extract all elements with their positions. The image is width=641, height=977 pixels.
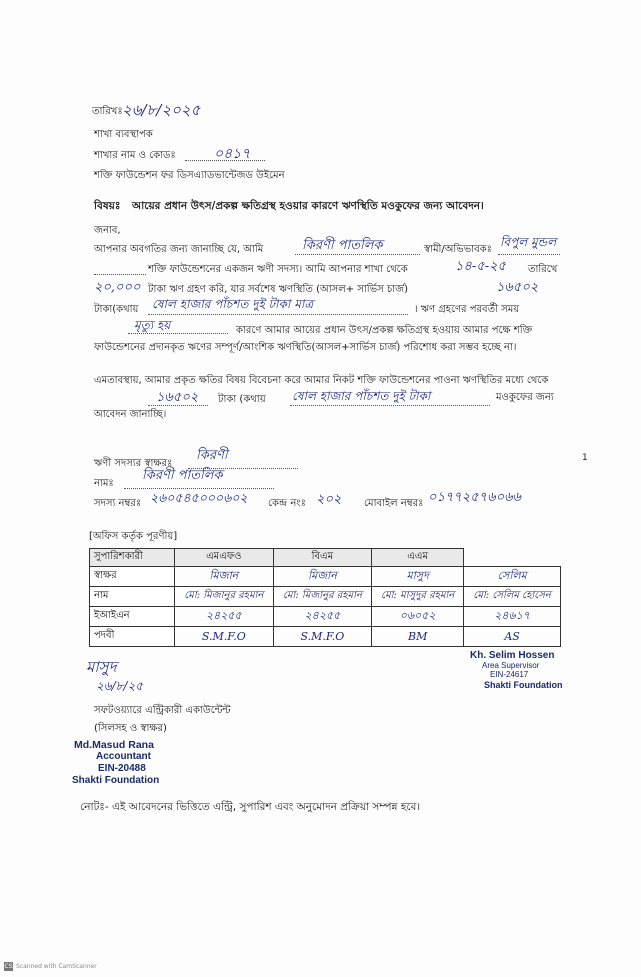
software-entry-title: সফটওয়্যারে এন্ট্রিকারী একাউন্টেন্ট (94, 705, 231, 716)
table-cell (175, 567, 274, 587)
borrower-name-line (124, 488, 274, 489)
table-row (90, 567, 561, 587)
cell-ein-4: ২৪৬১৭ (494, 609, 530, 622)
stamp-left-title: Accountant (96, 751, 151, 762)
table-cell (372, 607, 464, 627)
member-no-label: সদস্য নম্বরঃ (94, 498, 142, 509)
cell-name-4: মো: সেলিম হোসেন (473, 590, 551, 601)
table-header-am: এএম (372, 549, 464, 567)
stamp-left-org: Shakti Foundation (72, 775, 160, 786)
guardian-name: বিপুল মুন্ডল (500, 235, 557, 249)
foundation-line: শক্তি ফাউন্ডেশন ফর ডিসএ্যাডভান্টেজড উইমেন (94, 170, 285, 181)
row-label-designation: পদবী (90, 627, 175, 647)
table-cell (175, 607, 274, 627)
branch-manager: শাখা ব্যবস্থাপক (94, 129, 153, 140)
waiver-words: ষোল হাজার পাঁচশত দুই টাকা (292, 389, 431, 403)
waiver-amount: ১৬৫০২ (156, 390, 199, 405)
subject-text: আয়ের প্রধান উৎস/প্রকল্প ক্ষতিগ্রস্থ হওয়ার কারণে ঋণস্থিতি মওকুফের জন্য আবেদন। (132, 200, 484, 212)
cell-name-1: মো: মিজানুর রহমান (184, 590, 264, 601)
seal-sign-note: (সিলসহ ও স্বাক্ষর) (94, 723, 167, 734)
table-cell (372, 567, 464, 587)
cell-ein-2: ২৪২৫৫ (304, 609, 341, 622)
para2-tail: মওকুফের জন্য আবেদন জানাচ্ছি। (94, 392, 554, 420)
cell-designation-1: S.M.F.O (201, 630, 246, 643)
center-label: কেন্দ্র নংঃ (268, 498, 306, 509)
table-cell (372, 587, 464, 607)
cell-signature-mfo2: মিজান (307, 569, 337, 582)
center-no: ২০২ (316, 492, 342, 507)
table-row (90, 587, 561, 607)
para2-body: এমতাবস্থায়, আমার প্রকৃত ক্ষতির বিষয় বিবেচনা করে আমার নিকট শক্তি ফাউন্ডেশনের পাওনা ঋণস্থিতির মধ্যে থেকে (94, 375, 549, 386)
branch-code-value: ০৪১৭ (214, 146, 251, 162)
cell-designation-4: AS (504, 630, 520, 643)
camscanner-logo-icon: CS (4, 963, 13, 970)
borrower-name: কিরণী পাতলিক (142, 468, 223, 483)
office-heading: [অফিস কর্তৃক পূরণীয়] (89, 531, 178, 542)
para1-date-suffix: তারিখে (528, 264, 558, 275)
para1-body: কারণে আমার আয়ের প্রধান উৎস/প্রকল্প ক্ষতিগ্রস্থ হওয়ায় আমার পক্ষে শক্তি ফাউন্ডেশনের প্রদানকৃত ঋণের সম্পূর্ণ/আংশিক ঋণস্থিতি(আসল+সার্ভিস চার্জ) পরিশোধ করা সম্ভব হচ্ছে না। (94, 325, 533, 353)
salutation: জনাব, (94, 225, 121, 236)
page-mark: 1 (582, 453, 588, 463)
guardian-line (498, 254, 560, 255)
member-no: ২৬০৫৪৫০০০৬০২ (150, 490, 248, 505)
member-name: কিরণী পাতলিক (302, 238, 383, 253)
guardian-label: স্বামী/অভিভাবকঃ (424, 244, 492, 255)
table-cell (464, 627, 561, 647)
stamp-left-ein: EIN-20488 (98, 763, 146, 774)
table-cell (464, 587, 561, 607)
loan-amount: ২০,০০০ (94, 280, 141, 295)
table-header-bm: বিএম (273, 549, 372, 567)
cell-designation-3: BM (407, 630, 428, 643)
cell-signature-mfo: মিজান (209, 569, 239, 582)
table-header-mfo: এমএফও (175, 549, 274, 567)
cell-designation-2: S.M.F.O (300, 630, 345, 643)
accountant-signature: মাসুদ (86, 658, 117, 676)
table-cell (273, 627, 372, 647)
stamp-left-name: Md.Masud Rana (74, 739, 154, 751)
table-cell (273, 607, 372, 627)
cell-ein-1: ২৪২৫৫ (205, 609, 242, 622)
table-cell (372, 627, 464, 647)
date-value: ২৬/৮/২০২৫ (122, 101, 201, 119)
mobile-no: ০১৭৭২৫৭৬০৬৬ (428, 490, 521, 505)
borrower-name-label: নামঃ (94, 478, 114, 489)
para1-loan-text: টাকা ঋণ গ্রহণ করি, যার সর্বশেষ ঋণস্থিতি (আসল+ সার্ভিস চার্জ) (148, 284, 409, 295)
footer-note: নোটঃ- এই আবেদনের ভিত্তিতে এন্ট্রি, সুপারিশ এবং অনুমোদন প্রক্রিয়া সম্পন্ন হবে। (80, 801, 421, 813)
cell-signature-am: সেলিম (497, 569, 527, 582)
mobile-label: মোবাইল নম্বরঃ (364, 498, 424, 509)
table-row (90, 627, 561, 647)
para1-words-prefix: টাকা(কথায় (94, 304, 139, 315)
table-cell (464, 607, 561, 627)
table-header-row (90, 549, 561, 567)
para1-line2-dots (94, 274, 146, 275)
stamp-right-ein: EIN-24617 (490, 670, 529, 679)
loan-balance: ১৬৫০২ (496, 280, 539, 295)
recommendation-table (89, 548, 561, 647)
borrower-signature: কিরণী (196, 448, 228, 463)
stamp-right-name: Kh. Selim Hossen (470, 650, 555, 661)
para1-member-text: শক্তি ফাউন্ডেশনের একজন ঋণী সদস্য। আমি আপনার শাখা থেকে (148, 264, 408, 275)
stamp-right-title: Area Supervisor (482, 661, 540, 670)
subject-label: বিষয়ঃ (94, 200, 121, 212)
para2-words-prefix: টাকা (কথায় (218, 394, 266, 405)
borrower-signature-label: ঋণী সদস্যর স্বাক্ষরঃ (94, 458, 173, 469)
table-cell (273, 567, 372, 587)
branch-name-code-label: শাখার নাম ও কোডঃ (94, 150, 176, 161)
cell-name-2: মো: মিজানুর রহমান (282, 590, 362, 601)
loan-date: ১৪-৫-২৫ (455, 259, 506, 274)
table-cell (175, 587, 274, 607)
date-label: তারিখঃ (92, 106, 123, 117)
para1-intro: আপনার অবগতির জন্য জানাচ্ছি যে, আমি (94, 244, 264, 255)
camscanner-watermark (4, 962, 97, 971)
cell-name-3: মো: মাসুদুর রহমান (381, 590, 455, 601)
balance-words: ষোল হাজার পাঁচশত দুই টাকা মাত্র (152, 297, 314, 311)
loss-reason: মৃত্যু হয় (134, 318, 171, 332)
stamp-right-org: Shakti Foundation (484, 680, 563, 690)
table-cell (464, 567, 561, 587)
table-header-recommender: সুপারিশকারী (90, 549, 175, 567)
row-label-ein: ইআইএন (90, 607, 175, 627)
camscanner-text: Scanned with CamScanner (16, 963, 97, 970)
accountant-signature-date: ২৬/৮/২৫ (96, 679, 144, 693)
para1-after-text: । ঋণ গ্রহণের পরবর্তী সময় (414, 304, 520, 315)
table-cell (273, 587, 372, 607)
row-label-signature: স্বাক্ষর (90, 567, 175, 587)
cell-signature-bm: মাসুদ (406, 569, 429, 582)
row-label-name: নাম (90, 587, 175, 607)
table-cell (175, 627, 274, 647)
cell-ein-3: ০৬০৫২ (399, 609, 436, 622)
table-row (90, 607, 561, 627)
